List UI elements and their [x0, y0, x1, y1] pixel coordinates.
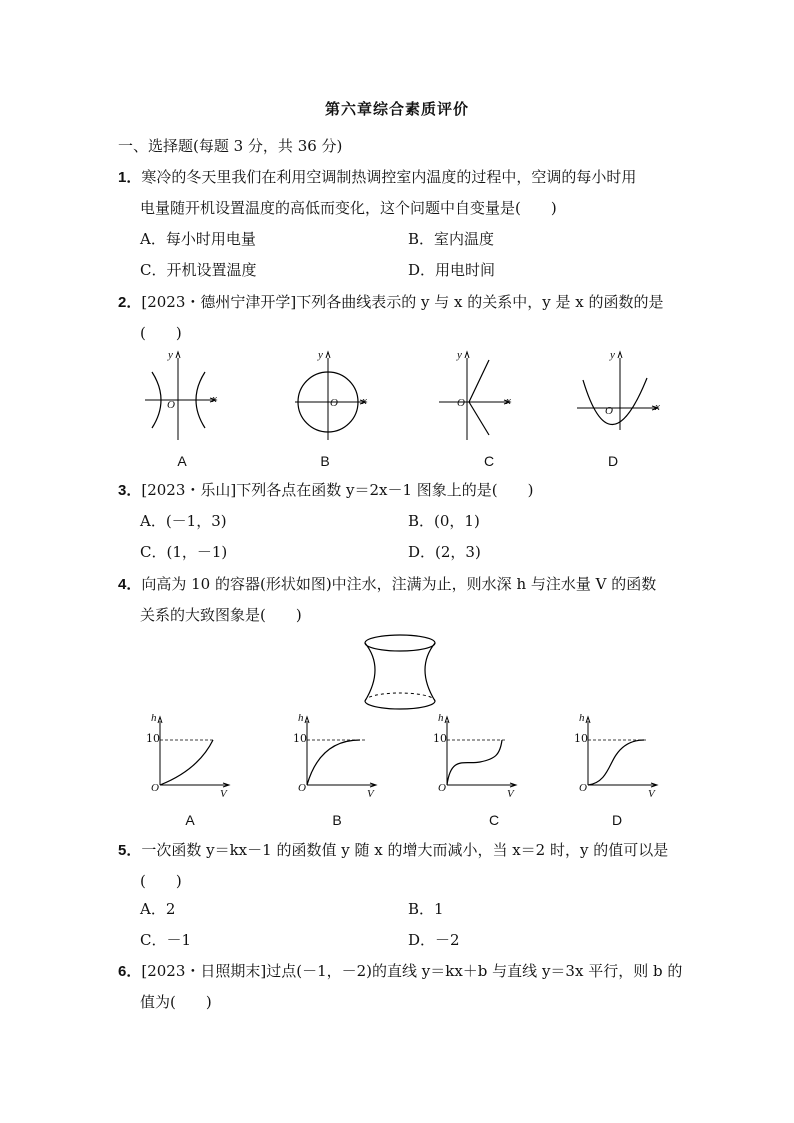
q6-text-1: [2023・日照期末]过点(－1，－2)的直线 y＝kx＋b 与直线 y＝3x 平行，则 b 的: [141, 962, 683, 980]
q1-option-b[interactable]: B．室内温度: [408, 230, 495, 248]
q1-option-d[interactable]: D．用电时间: [408, 261, 496, 279]
q5-text-1: 一次函数 y＝kx－1 的函数值 y 随 x 的增大而减小，当 x＝2 时，y 的值可以是: [141, 841, 669, 859]
q2-label-d[interactable]: D: [607, 453, 619, 469]
q4-graph-d: [574, 712, 661, 800]
q5-option-b[interactable]: B．1: [408, 900, 444, 918]
q4-number: 4．: [118, 576, 142, 593]
q4-label-d[interactable]: D: [611, 812, 623, 828]
q2-a-x-label: x: [212, 393, 217, 405]
q6-line1: [118, 961, 682, 982]
q2-graph-c: [434, 350, 524, 445]
q4-label-c[interactable]: C: [488, 812, 500, 828]
q2-d-x-label: x: [655, 401, 660, 413]
q1-text-1: 寒冷的冬天里我们在利用空调制热调控室内温度的过程中，空调的每小时用: [141, 168, 637, 186]
q4-b-tick: 10: [293, 732, 307, 745]
q4-text-1: 向高为 10 的容器(形状如图)中注水，注满为止，则水深 h 与注水量 V 的函数: [141, 575, 657, 593]
q4-graph-a: [146, 712, 233, 800]
q4-graph-b: [293, 712, 380, 800]
q2-graph-b: [290, 350, 380, 445]
q4-container-figure: [355, 633, 445, 713]
q2-label-c[interactable]: C: [483, 453, 495, 469]
q6-number: 6．: [118, 963, 142, 980]
q4-a-tick: 10: [146, 732, 160, 745]
q1-number: 1．: [118, 169, 142, 186]
q2-label-a[interactable]: A: [177, 453, 187, 469]
q3-option-b[interactable]: B．(0，1): [408, 512, 480, 530]
q4-line1: [118, 574, 656, 595]
q2-a-origin: O: [167, 399, 175, 411]
q4-label-a[interactable]: A: [185, 812, 195, 828]
q4-d-v-label: V: [648, 788, 655, 800]
q2-line1: [118, 292, 663, 313]
q2-b-y-label: y: [318, 349, 323, 361]
q1-option-c[interactable]: C．开机设置温度: [140, 261, 257, 279]
q4-a-v-label: V: [220, 788, 227, 800]
q4-a-origin: O: [151, 782, 159, 794]
q4-d-origin: O: [579, 782, 587, 794]
q1-line1: [118, 167, 636, 188]
q3-number: 3．: [118, 482, 142, 499]
q1-option-a[interactable]: A．每小时用电量: [140, 230, 256, 248]
q4-text-2: 关系的大致图象是( ): [140, 606, 302, 624]
q2-d-y-label: y: [610, 349, 615, 361]
q4-c-origin: O: [438, 782, 446, 794]
q3-option-d[interactable]: D．(2，3): [408, 543, 481, 561]
q5-line1: [118, 840, 668, 861]
q2-a-y-label: y: [168, 349, 173, 361]
q2-text-1: [2023・德州宁津开学]下列各曲线表示的 y 与 x 的关系中，y 是 x 的函数的是: [141, 293, 664, 311]
q4-b-v-label: V: [367, 788, 374, 800]
q2-graph-d: [575, 350, 670, 445]
q2-number: 2．: [118, 294, 142, 311]
page-title: 第六章综合素质评价: [324, 100, 469, 118]
q4-graph-c: [433, 712, 520, 800]
q3-option-c[interactable]: C．(1，－1): [140, 543, 228, 561]
q5-text-2: ( ): [140, 872, 182, 890]
section-heading: 一、选择题(每题 3 分，共 36 分): [118, 137, 343, 155]
q2-c-x-label: x: [506, 395, 511, 407]
q1-text-2: 电量随开机设置温度的高低而变化，这个问题中自变量是( ): [140, 199, 557, 217]
q3-line1: [118, 480, 534, 501]
q4-c-h-label: h: [438, 712, 444, 724]
q2-c-y-label: y: [457, 349, 462, 361]
q4-c-v-label: V: [507, 788, 514, 800]
q2-d-origin: O: [605, 405, 613, 417]
q4-b-origin: O: [298, 782, 306, 794]
q4-b-h-label: h: [298, 712, 304, 724]
q4-d-h-label: h: [579, 712, 585, 724]
q2-graph-a: [140, 350, 230, 445]
q2-text-2: ( ): [140, 324, 182, 342]
q4-c-tick: 10: [433, 732, 447, 745]
q3-text-1: [2023・乐山]下列各点在函数 y＝2x－1 图象上的是( ): [141, 481, 534, 499]
q5-option-a[interactable]: A．2: [140, 900, 176, 918]
q2-b-origin: O: [330, 397, 338, 409]
q2-c-origin: O: [457, 397, 465, 409]
q2-label-b[interactable]: B: [320, 453, 330, 469]
q5-option-d[interactable]: D．－2: [408, 931, 460, 949]
q2-b-x-label: x: [362, 395, 367, 407]
q6-text-2: 值为( ): [140, 993, 212, 1011]
q5-option-c[interactable]: C．－1: [140, 931, 192, 949]
q4-a-h-label: h: [151, 712, 157, 724]
q4-d-tick: 10: [574, 732, 588, 745]
q4-label-b[interactable]: B: [332, 812, 342, 828]
q5-number: 5．: [118, 842, 142, 859]
q3-option-a[interactable]: A．(－1，3): [140, 512, 227, 530]
